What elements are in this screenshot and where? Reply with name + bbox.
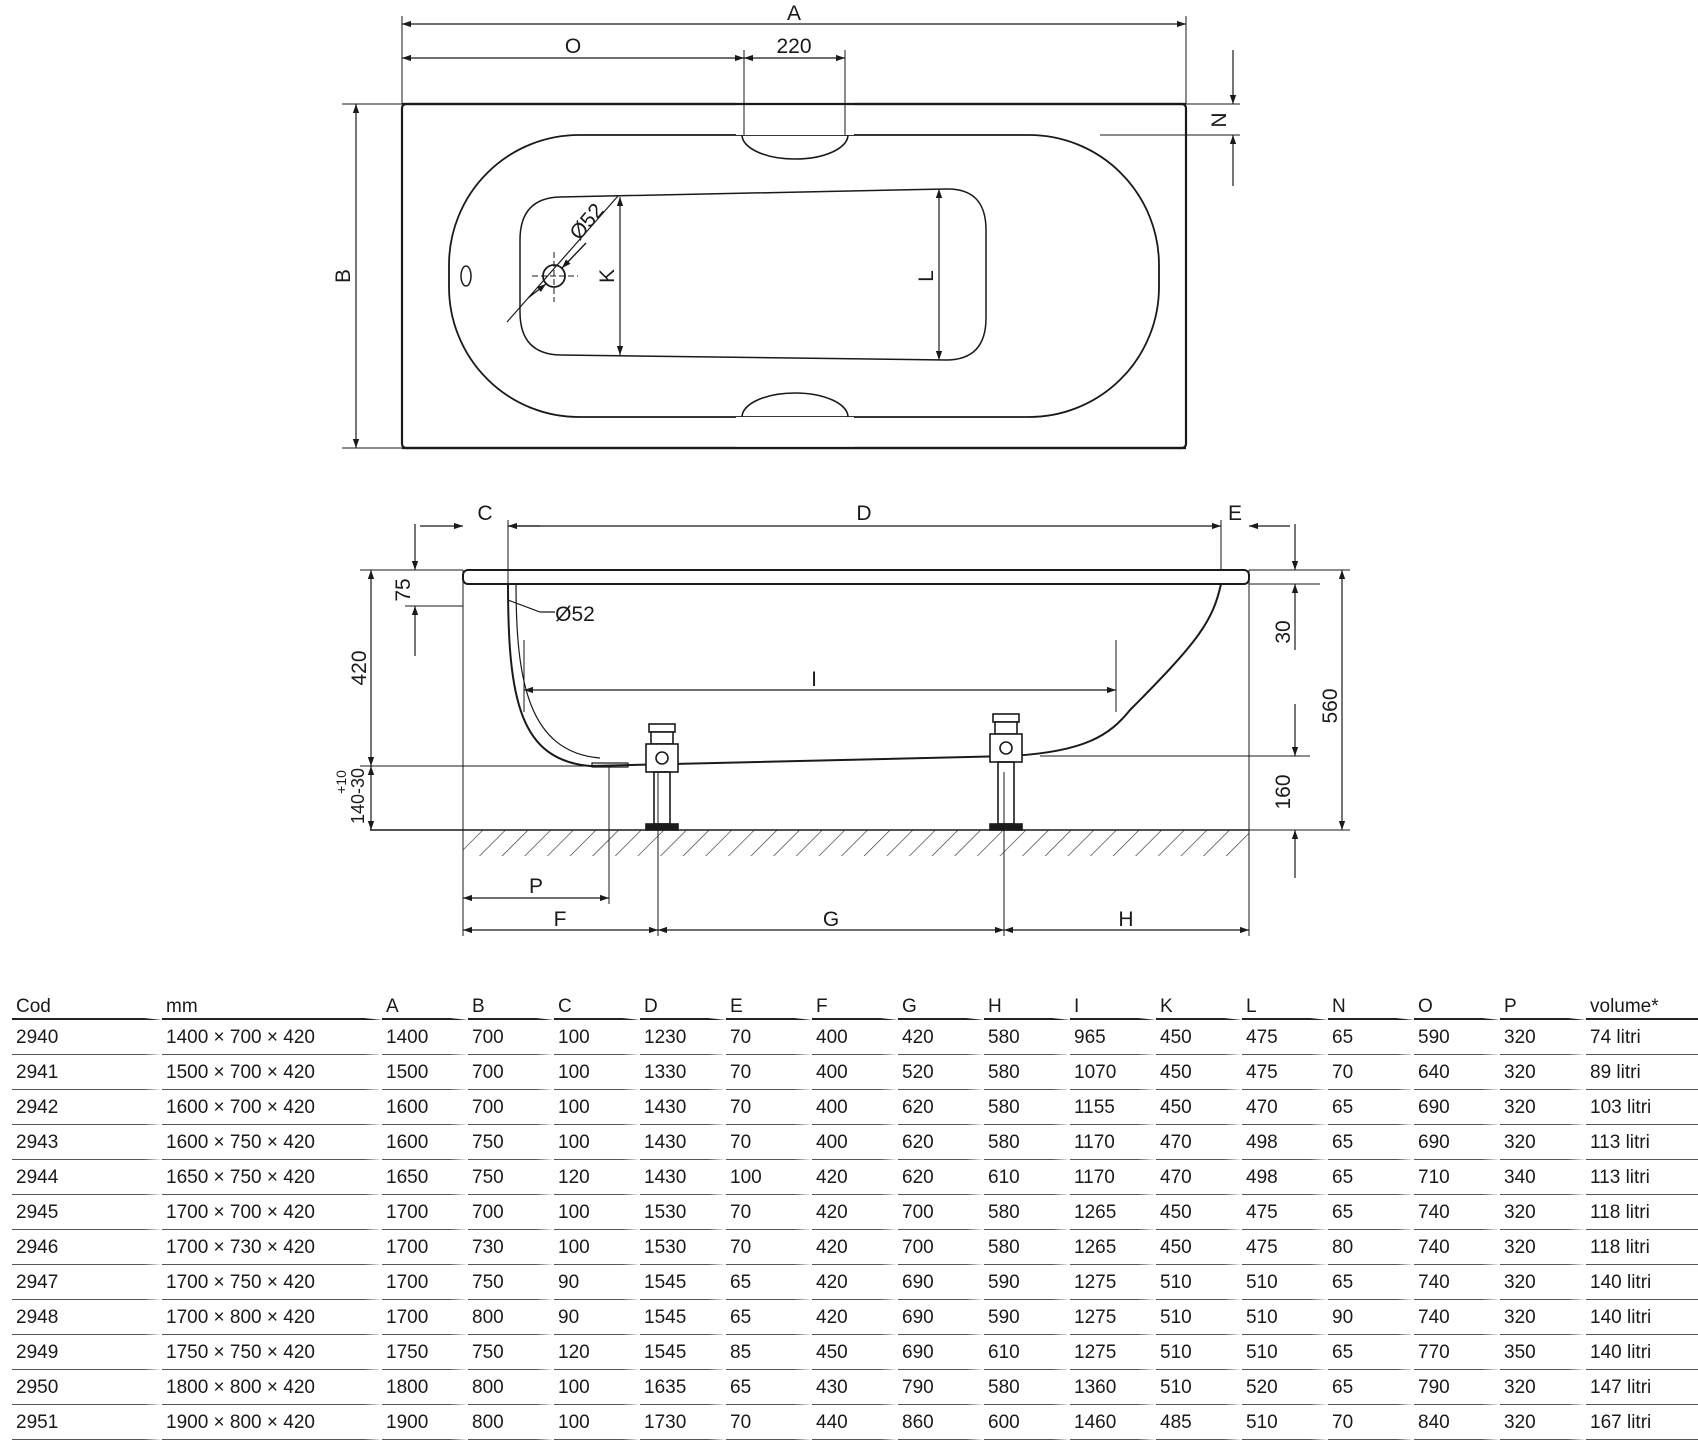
table-row (12, 1055, 1698, 1090)
table-cell: 340 (1500, 1160, 1586, 1195)
column-header: E (726, 990, 812, 1020)
table-cell: 1530 (640, 1195, 726, 1230)
label-140: 140-30 (348, 767, 368, 825)
table-cell: 750 (468, 1335, 554, 1370)
table-cell: 590 (984, 1265, 1070, 1300)
table-cell: 2944 (12, 1160, 162, 1195)
table-cell: 498 (1242, 1160, 1328, 1195)
table-cell: 1545 (640, 1335, 726, 1370)
table-cell: 420 (812, 1300, 898, 1335)
table-cell: 70 (726, 1125, 812, 1160)
table-cell: 420 (812, 1265, 898, 1300)
table-cell: 470 (1156, 1160, 1242, 1195)
table-cell: 1275 (1070, 1300, 1156, 1335)
table-cell: 470 (1242, 1090, 1328, 1125)
column-header: O (1414, 990, 1500, 1020)
table-cell: 1155 (1070, 1090, 1156, 1125)
table-cell: 690 (898, 1265, 984, 1300)
table-cell: 1230 (640, 1020, 726, 1055)
table-cell: 100 (554, 1090, 640, 1125)
table-cell: 85 (726, 1335, 812, 1370)
column-header: mm (162, 990, 382, 1020)
top-view (342, 16, 1240, 448)
table-cell: 610 (984, 1335, 1070, 1370)
column-header: A (382, 990, 468, 1020)
handle-mask-top (736, 100, 854, 135)
table-cell: 710 (1414, 1160, 1500, 1195)
table-cell: 580 (984, 1370, 1070, 1405)
label-E: E (1227, 502, 1243, 525)
overflow-icon (461, 266, 471, 286)
table-row (12, 1020, 1698, 1055)
top-view-labels (332, 2, 1231, 283)
table-cell: 1530 (640, 1230, 726, 1265)
table-cell: 740 (1414, 1230, 1500, 1265)
drain-arrow-a (528, 284, 546, 298)
label-D: D (856, 502, 872, 525)
table-cell: 118 litri (1586, 1230, 1698, 1265)
handle-mask-bottom (736, 417, 854, 447)
table-cell: 70 (726, 1055, 812, 1090)
table-cell: 65 (1328, 1125, 1414, 1160)
table-cell: 450 (1156, 1195, 1242, 1230)
column-header: D (640, 990, 726, 1020)
table-cell: 100 (554, 1405, 640, 1440)
table-cell: 320 (1500, 1020, 1586, 1055)
table-cell: 2940 (12, 1020, 162, 1055)
table-cell: 440 (812, 1405, 898, 1440)
table-cell: 475 (1242, 1055, 1328, 1090)
column-header: K (1156, 990, 1242, 1020)
table-cell: 1170 (1070, 1160, 1156, 1195)
table-cell: 2946 (12, 1230, 162, 1265)
table-cell: 520 (898, 1055, 984, 1090)
table-cell: 510 (1242, 1405, 1328, 1440)
phi52-leader (508, 600, 555, 612)
table-row (12, 1160, 1698, 1195)
table-cell: 120 (554, 1335, 640, 1370)
table-cell: 730 (468, 1230, 554, 1265)
table-cell: 1900 (382, 1405, 468, 1440)
table-cell: 1900 × 800 × 420 (162, 1405, 382, 1440)
table-cell: 400 (812, 1055, 898, 1090)
column-header: H (984, 990, 1070, 1020)
table-cell: 510 (1242, 1300, 1328, 1335)
table-cell: 690 (1414, 1090, 1500, 1125)
table-cell: 965 (1070, 1020, 1156, 1055)
table-cell: 700 (468, 1055, 554, 1090)
table-cell: 90 (1328, 1300, 1414, 1335)
table-cell: 1800 (382, 1370, 468, 1405)
table-cell: 860 (898, 1405, 984, 1440)
table-cell: 800 (468, 1405, 554, 1440)
table-cell: 320 (1500, 1370, 1586, 1405)
table-cell: 1460 (1070, 1405, 1156, 1440)
table-cell: 470 (1156, 1125, 1242, 1160)
table-cell: 1600 (382, 1125, 468, 1160)
table-cell: 840 (1414, 1405, 1500, 1440)
table-cell: 1360 (1070, 1370, 1156, 1405)
table-cell: 320 (1500, 1265, 1586, 1300)
table-cell: 610 (984, 1160, 1070, 1195)
table-cell: 1600 × 750 × 420 (162, 1125, 382, 1160)
table-cell: 2947 (12, 1265, 162, 1300)
table-cell: 700 (898, 1230, 984, 1265)
table-cell: 700 (468, 1090, 554, 1125)
table-cell: 100 (554, 1230, 640, 1265)
table-cell: 498 (1242, 1125, 1328, 1160)
table-cell: 100 (554, 1020, 640, 1055)
table-cell: 420 (812, 1230, 898, 1265)
table-cell: 1400 (382, 1020, 468, 1055)
table-cell: 800 (468, 1370, 554, 1405)
table-cell: 450 (1156, 1055, 1242, 1090)
table-cell: 510 (1156, 1370, 1242, 1405)
table-cell: 1650 × 750 × 420 (162, 1160, 382, 1195)
column-header: N (1328, 990, 1414, 1020)
label-phi52-top: Ø52 (565, 199, 609, 245)
table-cell: 400 (812, 1090, 898, 1125)
label-160: 160 (1272, 774, 1295, 810)
label-K: K (596, 268, 619, 284)
table-cell: 1275 (1070, 1335, 1156, 1370)
table-cell: 80 (1328, 1230, 1414, 1265)
table-cell: 450 (1156, 1020, 1242, 1055)
foot-right (990, 714, 1022, 830)
table-cell: 580 (984, 1195, 1070, 1230)
table-cell: 65 (1328, 1195, 1414, 1230)
table-cell: 100 (554, 1195, 640, 1230)
table-cell: 1700 (382, 1195, 468, 1230)
table-cell: 70 (1328, 1405, 1414, 1440)
label-C: C (477, 502, 493, 525)
table-cell: 320 (1500, 1090, 1586, 1125)
table-cell: 1600 (382, 1090, 468, 1125)
table-cell: 2949 (12, 1335, 162, 1370)
label-tolerance: +10 (333, 770, 349, 794)
table-row (12, 1300, 1698, 1335)
table-cell: 1500 (382, 1055, 468, 1090)
table-row (12, 1230, 1698, 1265)
column-header: volume* (1586, 990, 1698, 1020)
table-cell: 580 (984, 1090, 1070, 1125)
table-cell: 690 (898, 1335, 984, 1370)
label-A: A (786, 2, 802, 25)
table-row (12, 1370, 1698, 1405)
table-cell: 90 (554, 1265, 640, 1300)
label-220: 220 (776, 35, 812, 58)
table-cell: 620 (898, 1125, 984, 1160)
table-row (12, 1405, 1698, 1440)
table-cell: 700 (468, 1020, 554, 1055)
table-cell: 70 (726, 1195, 812, 1230)
table-cell: 510 (1156, 1300, 1242, 1335)
side-view-labels (333, 502, 1342, 931)
table-cell: 120 (554, 1160, 640, 1195)
table-cell: 1700 × 730 × 420 (162, 1230, 382, 1265)
table-cell: 750 (468, 1125, 554, 1160)
spec-table (12, 990, 1698, 1440)
table-cell: 485 (1156, 1405, 1242, 1440)
column-header: I (1070, 990, 1156, 1020)
table-cell: 620 (898, 1090, 984, 1125)
table-cell: 70 (726, 1090, 812, 1125)
label-G: G (822, 908, 840, 931)
table-cell: 1700 (382, 1230, 468, 1265)
table-cell: 1265 (1070, 1230, 1156, 1265)
table-cell: 700 (468, 1195, 554, 1230)
table-cell: 1170 (1070, 1125, 1156, 1160)
table-row (12, 1195, 1698, 1230)
table-cell: 74 litri (1586, 1020, 1698, 1055)
table-cell: 113 litri (1586, 1125, 1698, 1160)
table-cell: 1730 (640, 1405, 726, 1440)
table-cell: 770 (1414, 1335, 1500, 1370)
column-header: C (554, 990, 640, 1020)
table-cell: 750 (468, 1160, 554, 1195)
column-header: P (1500, 990, 1586, 1020)
table-cell: 700 (898, 1195, 984, 1230)
table-cell: 750 (468, 1265, 554, 1300)
foot-left (646, 724, 678, 830)
table-cell: 1400 × 700 × 420 (162, 1020, 382, 1055)
table-cell: 2945 (12, 1195, 162, 1230)
table-cell: 1500 × 700 × 420 (162, 1055, 382, 1090)
label-F: F (553, 908, 567, 931)
table-cell: 1430 (640, 1160, 726, 1195)
table-cell: 790 (898, 1370, 984, 1405)
table-cell: 100 (726, 1160, 812, 1195)
table-cell: 65 (726, 1265, 812, 1300)
table-cell: 510 (1242, 1335, 1328, 1370)
tub-rim-side (463, 570, 1249, 584)
table-cell: 690 (898, 1300, 984, 1335)
table-cell: 65 (1328, 1370, 1414, 1405)
table-cell: 140 litri (1586, 1300, 1698, 1335)
label-N: N (1208, 112, 1231, 128)
label-P: P (528, 875, 544, 898)
table-cell: 320 (1500, 1195, 1586, 1230)
table-cell: 140 litri (1586, 1265, 1698, 1300)
floor-hatch (463, 830, 1249, 856)
label-O: O (564, 35, 582, 58)
table-cell: 510 (1242, 1265, 1328, 1300)
table-cell: 400 (812, 1020, 898, 1055)
table-cell: 2951 (12, 1405, 162, 1440)
table-cell: 1545 (640, 1300, 726, 1335)
table-cell: 510 (1156, 1265, 1242, 1300)
table-cell: 520 (1242, 1370, 1328, 1405)
table-cell: 320 (1500, 1230, 1586, 1265)
table-cell: 510 (1156, 1335, 1242, 1370)
column-header: B (468, 990, 554, 1020)
label-L: L (915, 270, 938, 282)
table-cell: 420 (812, 1195, 898, 1230)
table-cell: 1800 × 800 × 420 (162, 1370, 382, 1405)
table-cell: 118 litri (1586, 1195, 1698, 1230)
label-H: H (1118, 908, 1134, 931)
table-cell: 640 (1414, 1055, 1500, 1090)
table-cell: 140 litri (1586, 1335, 1698, 1370)
table-cell: 475 (1242, 1230, 1328, 1265)
column-header: G (898, 990, 984, 1020)
table-cell: 167 litri (1586, 1405, 1698, 1440)
label-B: B (332, 268, 355, 284)
table-cell: 147 litri (1586, 1370, 1698, 1405)
table-cell: 350 (1500, 1335, 1586, 1370)
column-header: L (1242, 990, 1328, 1020)
table-cell: 580 (984, 1230, 1070, 1265)
table-cell: 2950 (12, 1370, 162, 1405)
table-cell: 1545 (640, 1265, 726, 1300)
table-cell: 790 (1414, 1370, 1500, 1405)
table-cell: 580 (984, 1125, 1070, 1160)
table-cell: 1265 (1070, 1195, 1156, 1230)
table-cell: 100 (554, 1125, 640, 1160)
table-cell: 320 (1500, 1405, 1586, 1440)
table-cell: 1650 (382, 1160, 468, 1195)
table-cell: 320 (1500, 1055, 1586, 1090)
table-cell: 1430 (640, 1125, 726, 1160)
table-cell: 740 (1414, 1195, 1500, 1230)
table-header-row (12, 990, 1698, 1020)
table-cell: 1700 × 700 × 420 (162, 1195, 382, 1230)
table-cell: 620 (898, 1160, 984, 1195)
label-560: 560 (1319, 688, 1342, 724)
table-cell: 1700 (382, 1265, 468, 1300)
table-cell: 1275 (1070, 1265, 1156, 1300)
table-cell: 420 (812, 1160, 898, 1195)
table-cell: 1750 × 750 × 420 (162, 1335, 382, 1370)
table-cell: 1750 (382, 1335, 468, 1370)
table-cell: 65 (1328, 1020, 1414, 1055)
table-cell: 70 (726, 1230, 812, 1265)
label-420: 420 (348, 650, 371, 686)
table-cell: 1600 × 700 × 420 (162, 1090, 382, 1125)
table-cell: 400 (812, 1125, 898, 1160)
table-cell: 430 (812, 1370, 898, 1405)
table-cell: 113 litri (1586, 1160, 1698, 1195)
table-row (12, 1125, 1698, 1160)
label-I: I (811, 668, 817, 691)
table-cell: 2943 (12, 1125, 162, 1160)
table-cell: 70 (726, 1020, 812, 1055)
table-cell: 800 (468, 1300, 554, 1335)
table-cell: 89 litri (1586, 1055, 1698, 1090)
table-cell: 740 (1414, 1265, 1500, 1300)
table-cell: 590 (984, 1300, 1070, 1335)
table-cell: 65 (726, 1300, 812, 1335)
table-cell: 1700 × 800 × 420 (162, 1300, 382, 1335)
table-cell: 100 (554, 1055, 640, 1090)
table-cell: 320 (1500, 1125, 1586, 1160)
column-header: F (812, 990, 898, 1020)
table-row (12, 1335, 1698, 1370)
table-cell: 2948 (12, 1300, 162, 1335)
table-cell: 590 (1414, 1020, 1500, 1055)
table-cell: 65 (726, 1370, 812, 1405)
table-cell: 1635 (640, 1370, 726, 1405)
table-cell: 1700 × 750 × 420 (162, 1265, 382, 1300)
table-row (12, 1265, 1698, 1300)
table-cell: 600 (984, 1405, 1070, 1440)
table-cell: 1430 (640, 1090, 726, 1125)
label-30: 30 (1272, 620, 1295, 644)
tub-body-profile (508, 584, 1221, 766)
table-cell: 65 (1328, 1090, 1414, 1125)
table-cell: 1330 (640, 1055, 726, 1090)
table-cell: 450 (1156, 1090, 1242, 1125)
table-cell: 475 (1242, 1020, 1328, 1055)
table-cell: 2942 (12, 1090, 162, 1125)
table-cell: 450 (1156, 1230, 1242, 1265)
table-cell: 450 (812, 1335, 898, 1370)
table-cell: 65 (1328, 1335, 1414, 1370)
table-cell: 1070 (1070, 1055, 1156, 1090)
table-cell: 690 (1414, 1125, 1500, 1160)
table-cell: 420 (898, 1020, 984, 1055)
table-cell: 475 (1242, 1195, 1328, 1230)
table-row (12, 1090, 1698, 1125)
table-cell: 740 (1414, 1300, 1500, 1335)
table-cell: 103 litri (1586, 1090, 1698, 1125)
label-75: 75 (392, 578, 415, 602)
table-cell: 320 (1500, 1300, 1586, 1335)
label-phi52-side: Ø52 (555, 603, 595, 626)
table-cell: 65 (1328, 1265, 1414, 1300)
table-cell: 70 (1328, 1055, 1414, 1090)
side-view (360, 520, 1350, 936)
table-cell: 2941 (12, 1055, 162, 1090)
table-cell: 580 (984, 1020, 1070, 1055)
table-cell: 90 (554, 1300, 640, 1335)
table-cell: 580 (984, 1055, 1070, 1090)
table-cell: 1700 (382, 1300, 468, 1335)
table-cell: 65 (1328, 1160, 1414, 1195)
column-header: Cod (12, 990, 162, 1020)
table-cell: 100 (554, 1370, 640, 1405)
table-cell: 70 (726, 1405, 812, 1440)
